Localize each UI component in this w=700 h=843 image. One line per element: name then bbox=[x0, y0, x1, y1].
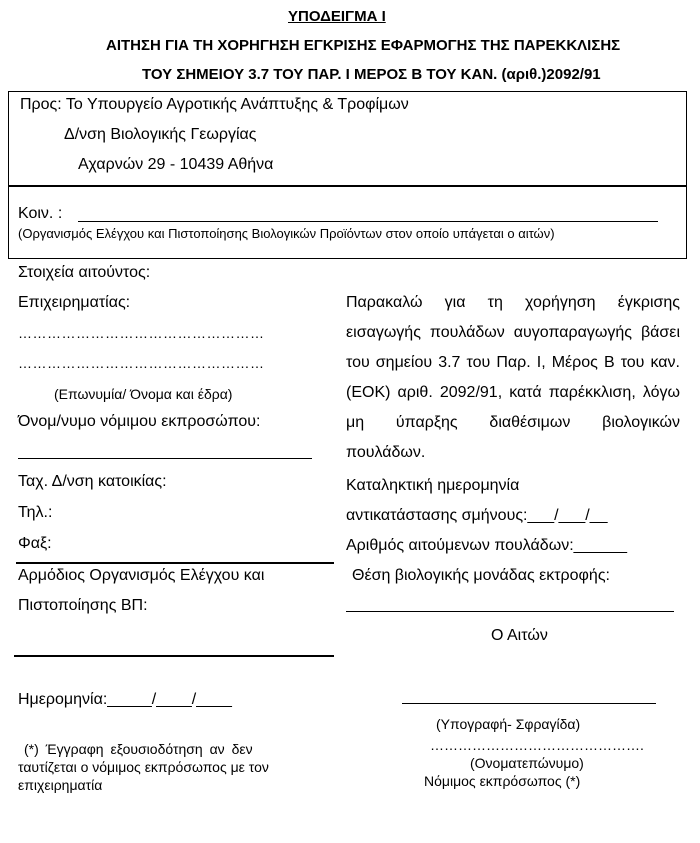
deadline-date-field[interactable]: αντικατάστασης σμήνους:___/___/__ bbox=[346, 507, 608, 524]
legal-rep-field-line[interactable] bbox=[18, 458, 312, 459]
control-body-field-line[interactable] bbox=[14, 655, 334, 657]
date-field[interactable]: Ημερομηνία:_____/____/____ bbox=[18, 691, 232, 708]
fullname-label: (Ονοματεπώνυμο) bbox=[470, 755, 584, 771]
document-title: ΥΠΟΔΕΙΓΜΑ Ι bbox=[288, 8, 386, 25]
legal-rep-label: Όνομ/νυμο νόμιμου εκπροσώπου: bbox=[18, 413, 261, 430]
farm-location-field-line[interactable] bbox=[346, 611, 674, 612]
signature-label: (Υπογραφή- Σφραγίδα) bbox=[436, 716, 581, 732]
address-line-street: Αχαρνών 29 - 10439 Αθήνα bbox=[78, 156, 274, 173]
farm-location-label: Θέση βιολογικής μονάδας εκτροφής: bbox=[352, 567, 610, 584]
legal-rep-signature-label: Νόμιμος εκπρόσωπος (*) bbox=[424, 773, 581, 789]
footnote-line2: ταυτίζεται ο νόμιμος εκπρόσωπος με τον bbox=[18, 759, 269, 775]
request-title-line1: ΑΙΤΗΣΗ ΓΙΑ ΤΗ ΧΟΡΗΓΗΣΗ ΕΓΚΡΙΣΗΣ ΕΦΑΡΜΟΓΗΣ ΤΗΣ ΠΑΡΕΚΚΛΙΣΗΣ bbox=[106, 37, 621, 54]
fullname-dots[interactable]: ………………………………………. bbox=[430, 737, 644, 753]
business-dots-line1[interactable]: …………………………………………… bbox=[18, 325, 265, 341]
business-dots-line2[interactable]: …………………………………………… bbox=[18, 355, 265, 371]
koin-note: (Οργανισμός Ελέγχου και Πιστοποίησης Βιολογικών Προϊόντων στον οποίο υπάγεται ο αιτών) bbox=[18, 226, 555, 241]
hens-count-field[interactable]: Αριθμός αιτούμενων πουλάδων:______ bbox=[346, 537, 628, 554]
applicant-label: Ο Αιτών bbox=[491, 627, 548, 644]
request-title-line2: ΤΟΥ ΣΗΜΕΙΟΥ 3.7 ΤΟΥ ΠΑΡ. Ι ΜΕΡΟΣ Β ΤΟΥ ΚΑΝ. (αριθ.)2092/91 bbox=[142, 66, 601, 83]
address-line-to: Προς: Το Υπουργείο Αγροτικής Ανάπτυξης & Τροφίμων bbox=[20, 96, 409, 113]
fax-label: Φαξ: bbox=[18, 535, 52, 552]
postal-address-label: Ταχ. Δ/νση κατοικίας: bbox=[18, 473, 167, 490]
deadline-label-line1: Καταληκτική ημερομηνία bbox=[346, 477, 520, 494]
business-label: Επιχειρηματίας: bbox=[18, 294, 131, 311]
signature-line[interactable] bbox=[402, 703, 656, 704]
koin-field-line[interactable] bbox=[78, 221, 658, 222]
control-body-label-line2: Πιστοποίησης ΒΠ: bbox=[18, 597, 148, 614]
footnote-line3: επιχειρηματία bbox=[18, 777, 103, 793]
left-section-divider bbox=[16, 562, 334, 564]
name-note: (Επωνυμία/ Όνομα και έδρα) bbox=[54, 386, 233, 402]
control-body-label-line1: Αρμόδιος Οργανισμός Ελέγχου και bbox=[18, 567, 265, 584]
phone-label: Τηλ.: bbox=[18, 504, 53, 521]
address-line-directorate: Δ/νση Βιολογικής Γεωργίας bbox=[64, 126, 257, 143]
request-paragraph: Παρακαλώ για τη χορήγηση έγκρισης εισαγωγής πουλάδων αυγοπαραγωγής βάσει του σημείου 3.7 του Παρ. Ι, Μέρος Β του καν. (ΕΟΚ) αριθ. 2092/91, κατά παρέκκλιση, λόγω μη ύπαρξης διαθέσιμων βιολογικών πουλάδων. bbox=[346, 294, 680, 461]
koin-box bbox=[8, 186, 687, 259]
koin-label: Κοιν. : bbox=[18, 205, 63, 222]
footnote-line1: (*) Έγγραφη εξουσιοδότηση αν δεν bbox=[24, 741, 253, 757]
applicant-data-label: Στοιχεία αιτούντος: bbox=[18, 264, 151, 281]
